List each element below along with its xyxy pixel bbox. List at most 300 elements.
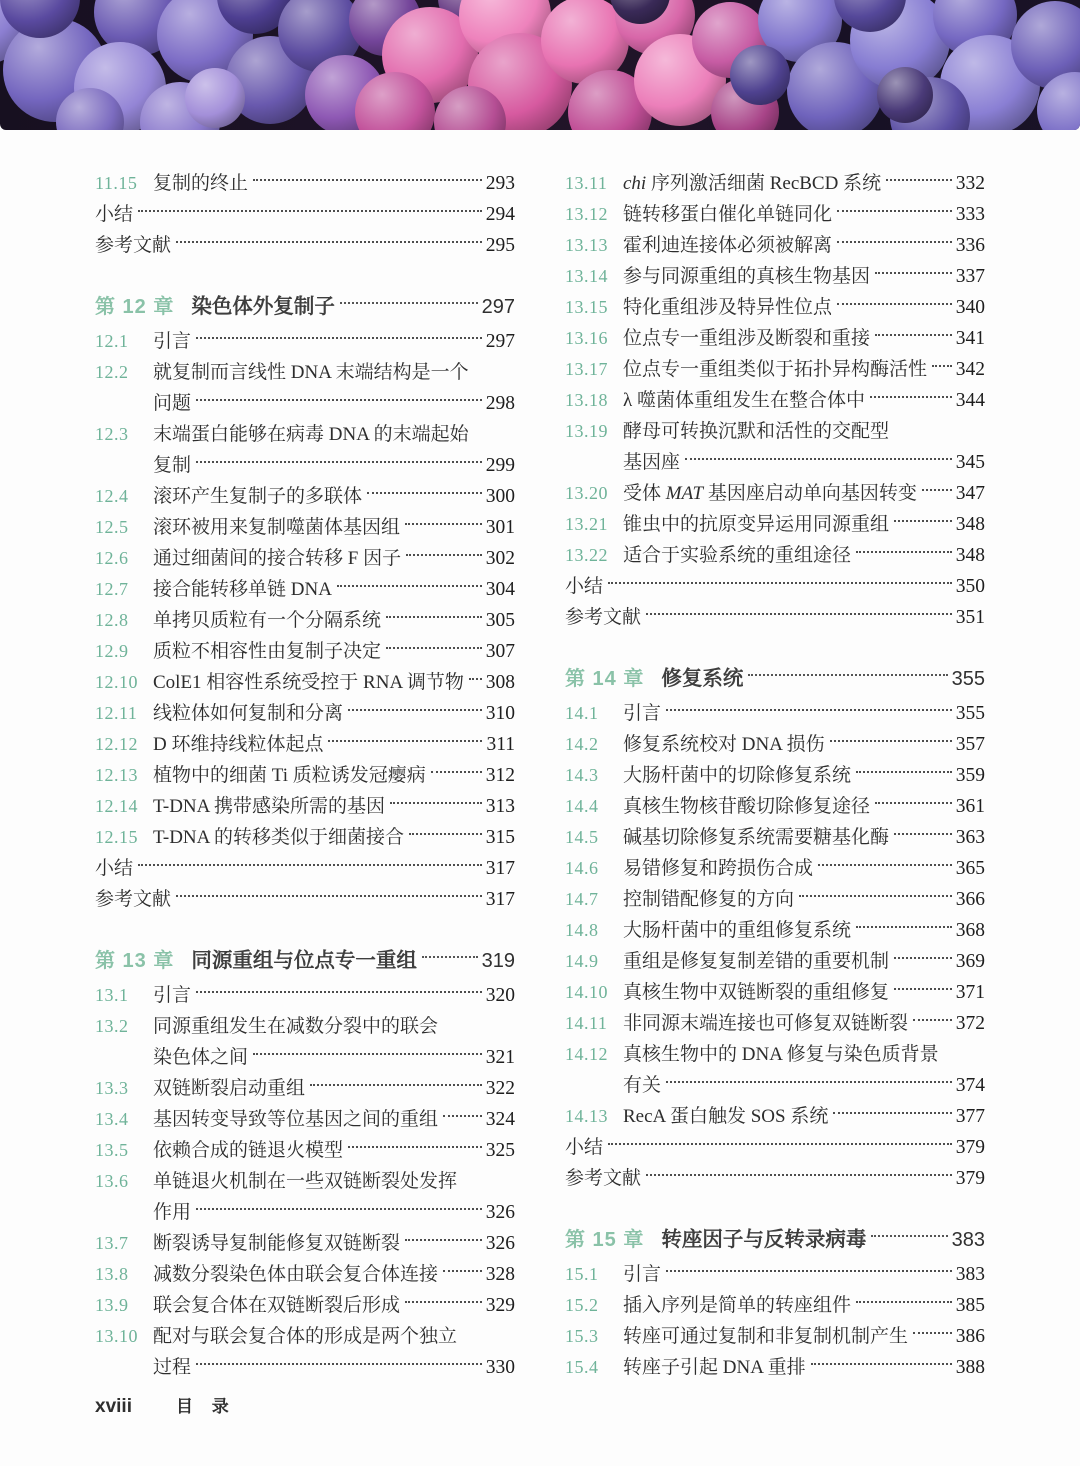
section-number: 15.2 bbox=[565, 1295, 599, 1315]
entry-line bbox=[95, 357, 515, 388]
summary-entry bbox=[565, 571, 985, 602]
dot-leader bbox=[390, 802, 482, 804]
entry-line bbox=[565, 292, 985, 323]
molecule-sphere bbox=[730, 45, 790, 105]
section-title-continued: 基因座 bbox=[623, 452, 681, 473]
section-number: 13.18 bbox=[565, 390, 608, 410]
section-title: 大肠杆菌中的切除修复系统 bbox=[623, 765, 852, 786]
section-entry bbox=[565, 261, 985, 292]
page-footer bbox=[95, 1392, 236, 1418]
chapter-label: 第 15 章 bbox=[565, 1229, 645, 1251]
dot-leader bbox=[837, 210, 952, 212]
dot-leader bbox=[875, 334, 952, 336]
dot-leader bbox=[932, 365, 952, 367]
section-entry bbox=[95, 512, 515, 543]
section-entry bbox=[565, 509, 985, 540]
page-number: 368 bbox=[955, 920, 985, 941]
page-number: 326 bbox=[485, 1233, 515, 1254]
chapter-title: 修复系统 bbox=[661, 667, 744, 690]
entry-line bbox=[95, 1259, 515, 1290]
dot-leader bbox=[386, 647, 482, 649]
page-number: 377 bbox=[955, 1106, 985, 1127]
section-entry bbox=[565, 1259, 985, 1290]
page-number: 372 bbox=[955, 1013, 985, 1034]
section-title: 锥虫中的抗原变异运用同源重组 bbox=[623, 514, 890, 535]
page-number: 385 bbox=[955, 1295, 985, 1316]
section-title: λ 噬菌体重组发生在整合体中 bbox=[623, 390, 865, 411]
entry-line bbox=[95, 980, 515, 1011]
chapter-label: 第 14 章 bbox=[565, 668, 645, 690]
entry-line bbox=[565, 199, 985, 230]
page-number: 348 bbox=[955, 514, 985, 535]
section-entry bbox=[95, 1135, 515, 1166]
chapter-entry bbox=[565, 1221, 985, 1259]
section-title: 参考文献 bbox=[565, 1168, 642, 1189]
section-entry bbox=[565, 1321, 985, 1352]
dot-leader bbox=[405, 523, 482, 525]
section-number: 13.22 bbox=[565, 545, 608, 565]
page-number: 379 bbox=[955, 1168, 985, 1189]
chapter-entry bbox=[95, 942, 515, 980]
section-title: 复制的终止 bbox=[153, 173, 249, 194]
dot-leader bbox=[646, 1174, 952, 1176]
toc-right-column bbox=[565, 168, 985, 1383]
entry-line bbox=[565, 1132, 985, 1163]
section-entry bbox=[95, 1073, 515, 1104]
entry-line-continued bbox=[565, 447, 985, 478]
section-title: 小结 bbox=[565, 1137, 604, 1158]
section-number: 13.17 bbox=[565, 359, 608, 379]
entry-line bbox=[95, 230, 515, 261]
dot-leader bbox=[922, 489, 952, 491]
section-title: 接合能转移单链 DNA bbox=[153, 579, 332, 600]
table-of-contents bbox=[95, 168, 985, 1383]
section-entry bbox=[95, 1104, 515, 1135]
section-title: 减数分裂染色体由联会复合体连接 bbox=[153, 1264, 439, 1285]
page-number: 321 bbox=[485, 1047, 515, 1068]
section-entry bbox=[565, 760, 985, 791]
section-number: 13.10 bbox=[95, 1326, 138, 1346]
section-entry bbox=[565, 946, 985, 977]
entry-line bbox=[95, 574, 515, 605]
section-entry bbox=[95, 1228, 515, 1259]
page-number: 293 bbox=[485, 173, 515, 194]
page-number: 374 bbox=[955, 1075, 985, 1096]
chapter-entry bbox=[95, 288, 515, 326]
section-title: 真核生物核苷酸切除修复途径 bbox=[623, 796, 871, 817]
section-number: 12.5 bbox=[95, 517, 129, 537]
entry-line bbox=[95, 884, 515, 915]
section-number: 12.6 bbox=[95, 548, 129, 568]
entry-line bbox=[95, 1104, 515, 1135]
section-entry bbox=[95, 574, 515, 605]
dot-leader bbox=[608, 582, 952, 584]
page-number: 359 bbox=[955, 765, 985, 786]
entry-line bbox=[95, 419, 515, 450]
section-title: 参考文献 bbox=[95, 889, 172, 910]
page-number: 348 bbox=[955, 545, 985, 566]
section-title-continued: 作用 bbox=[153, 1202, 192, 1223]
section-number: 12.4 bbox=[95, 486, 129, 506]
section-number: 13.16 bbox=[565, 328, 608, 348]
section-title: 受体 MAT 基因座启动单向基因转变 bbox=[623, 483, 917, 504]
entry-line bbox=[565, 822, 985, 853]
dot-leader bbox=[894, 957, 952, 959]
section-number: 13.12 bbox=[565, 204, 608, 224]
section-title: 末端蛋白能够在病毒 DNA 的末端起始 bbox=[153, 424, 469, 445]
section-entry bbox=[565, 230, 985, 261]
entry-line bbox=[565, 729, 985, 760]
page-number: 388 bbox=[955, 1357, 985, 1378]
entry-line bbox=[95, 168, 515, 199]
section-number: 12.12 bbox=[95, 734, 138, 754]
page-number: 299 bbox=[485, 455, 515, 476]
dot-leader bbox=[837, 241, 952, 243]
dot-leader bbox=[875, 272, 952, 274]
page-number: 297 bbox=[485, 331, 515, 352]
dot-leader bbox=[138, 210, 482, 212]
section-number: 13.3 bbox=[95, 1078, 129, 1098]
section-entry bbox=[565, 977, 985, 1008]
entry-line bbox=[565, 416, 985, 447]
section-number: 15.4 bbox=[565, 1357, 599, 1377]
entry-line bbox=[565, 853, 985, 884]
section-entry bbox=[565, 478, 985, 509]
section-entry bbox=[95, 1011, 515, 1073]
section-title: 小结 bbox=[565, 576, 604, 597]
dot-leader bbox=[405, 1301, 482, 1303]
summary-entry bbox=[565, 602, 985, 633]
section-entry bbox=[95, 168, 515, 199]
page-number: 315 bbox=[485, 827, 515, 848]
section-entry bbox=[565, 168, 985, 199]
dot-leader bbox=[856, 926, 952, 928]
page-number: 317 bbox=[485, 889, 515, 910]
dot-leader bbox=[431, 771, 482, 773]
entry-line-continued bbox=[95, 1352, 515, 1383]
dot-leader bbox=[856, 551, 952, 553]
page-number: 302 bbox=[485, 548, 515, 569]
section-title-continued: 问题 bbox=[153, 393, 192, 414]
section-title: 配对与联会复合体的形成是两个独立 bbox=[153, 1326, 458, 1347]
section-entry bbox=[565, 540, 985, 571]
chapter-page-number: 383 bbox=[951, 1229, 985, 1251]
page-number: 300 bbox=[485, 486, 515, 507]
entry-line bbox=[565, 1290, 985, 1321]
dot-leader bbox=[310, 1084, 482, 1086]
section-number: 15.1 bbox=[565, 1264, 599, 1284]
toc-left-column bbox=[95, 168, 515, 1383]
page-number: 357 bbox=[955, 734, 985, 755]
section-entry bbox=[95, 729, 515, 760]
dot-leader bbox=[406, 554, 482, 556]
entry-line bbox=[95, 1166, 515, 1197]
section-number: 12.9 bbox=[95, 641, 129, 661]
section-title: 转座子引起 DNA 重排 bbox=[623, 1357, 806, 1378]
page-number: 295 bbox=[485, 235, 515, 256]
section-number: 12.15 bbox=[95, 827, 138, 847]
section-number: 13.1 bbox=[95, 985, 129, 1005]
section-entry bbox=[565, 698, 985, 729]
section-title: 植物中的细菌 Ti 质粒诱发冠瘿病 bbox=[153, 765, 426, 786]
section-entry bbox=[565, 1290, 985, 1321]
section-entry bbox=[95, 1259, 515, 1290]
entry-line bbox=[565, 571, 985, 602]
entry-line bbox=[565, 540, 985, 571]
page-number: 322 bbox=[485, 1078, 515, 1099]
summary-entry bbox=[95, 853, 515, 884]
entry-line bbox=[565, 1352, 985, 1383]
page-number: 294 bbox=[485, 204, 515, 225]
page-number: 366 bbox=[955, 889, 985, 910]
section-number: 13.9 bbox=[95, 1295, 129, 1315]
dot-leader bbox=[830, 740, 952, 742]
entry-line bbox=[565, 509, 985, 540]
page-number: 332 bbox=[955, 173, 985, 194]
entry-line bbox=[565, 915, 985, 946]
section-title: 非同源末端连接也可修复双链断裂 bbox=[623, 1013, 909, 1034]
section-title: 链转移蛋白催化单链同化 bbox=[623, 204, 833, 225]
section-number: 13.6 bbox=[95, 1171, 129, 1191]
chapter-entry bbox=[565, 660, 985, 698]
entry-line bbox=[95, 853, 515, 884]
entry-line bbox=[565, 1321, 985, 1352]
page-number: 350 bbox=[955, 576, 985, 597]
entry-line-continued bbox=[95, 450, 515, 481]
section-number: 12.7 bbox=[95, 579, 129, 599]
dot-leader bbox=[894, 988, 952, 990]
section-number: 11.15 bbox=[95, 173, 138, 193]
section-title: 大肠杆菌中的重组修复系统 bbox=[623, 920, 852, 941]
chapter-label: 第 12 章 bbox=[95, 296, 175, 318]
entry-line bbox=[565, 478, 985, 509]
section-number: 13.4 bbox=[95, 1109, 129, 1129]
page-number: 369 bbox=[955, 951, 985, 972]
entry-line bbox=[95, 667, 515, 698]
entry-line bbox=[565, 230, 985, 261]
section-title: 引言 bbox=[153, 331, 192, 352]
page-number: 304 bbox=[485, 579, 515, 600]
entry-line bbox=[565, 1039, 985, 1070]
section-number: 14.8 bbox=[565, 920, 599, 940]
dot-leader bbox=[386, 616, 482, 618]
section-title: 霍利迪连接体必须被解离 bbox=[623, 235, 833, 256]
section-entry bbox=[565, 323, 985, 354]
section-entry bbox=[95, 791, 515, 822]
section-title: 单链退火机制在一些双链断裂处发挥 bbox=[153, 1171, 458, 1192]
dot-leader bbox=[253, 179, 482, 181]
footer-section-label: 目 录 bbox=[175, 1397, 236, 1416]
section-title: 适合于实验系统的重组途径 bbox=[623, 545, 852, 566]
chapter-line bbox=[95, 288, 515, 326]
dot-leader bbox=[666, 1081, 952, 1083]
section-number: 12.11 bbox=[95, 703, 138, 723]
chapter-line bbox=[565, 1221, 985, 1259]
section-number: 13.11 bbox=[565, 173, 608, 193]
dot-leader bbox=[328, 740, 482, 742]
dot-leader bbox=[856, 771, 952, 773]
section-number: 13.19 bbox=[565, 421, 608, 441]
section-number: 13.20 bbox=[565, 483, 608, 503]
entry-line bbox=[565, 791, 985, 822]
page-number: 326 bbox=[485, 1202, 515, 1223]
summary-entry bbox=[565, 1132, 985, 1163]
entry-line bbox=[95, 822, 515, 853]
section-number: 13.21 bbox=[565, 514, 608, 534]
page-number: 341 bbox=[955, 328, 985, 349]
dot-leader bbox=[646, 613, 952, 615]
entry-line bbox=[95, 729, 515, 760]
entry-line bbox=[565, 884, 985, 915]
section-number: 12.3 bbox=[95, 424, 129, 444]
section-title: 引言 bbox=[623, 703, 662, 724]
section-entry bbox=[95, 760, 515, 791]
section-entry bbox=[95, 667, 515, 698]
chapter-label: 第 13 章 bbox=[95, 950, 175, 972]
dot-leader bbox=[253, 1053, 482, 1055]
dot-leader bbox=[811, 1363, 952, 1365]
header-molecule-image bbox=[0, 0, 1080, 130]
entry-line-continued bbox=[95, 1197, 515, 1228]
page-number: 347 bbox=[955, 483, 985, 504]
dot-leader bbox=[196, 1363, 482, 1365]
section-number: 14.3 bbox=[565, 765, 599, 785]
section-title: 参考文献 bbox=[95, 235, 172, 256]
section-title: 真核生物中的 DNA 修复与染色质背景 bbox=[623, 1044, 939, 1065]
section-title: 酵母可转换沉默和活性的交配型 bbox=[623, 421, 890, 442]
page-number: 324 bbox=[485, 1109, 515, 1130]
section-entry bbox=[95, 357, 515, 419]
entry-line bbox=[95, 760, 515, 791]
dot-leader bbox=[469, 678, 482, 680]
section-entry bbox=[565, 1039, 985, 1101]
dot-leader bbox=[422, 956, 478, 958]
page-number: 308 bbox=[485, 672, 515, 693]
folio-page-number: xviii bbox=[95, 1396, 132, 1417]
section-number: 14.9 bbox=[565, 951, 599, 971]
section-title: 质粒不相容性由复制子决定 bbox=[153, 641, 382, 662]
page-number: 333 bbox=[955, 204, 985, 225]
section-number: 13.15 bbox=[565, 297, 608, 317]
entry-line-continued bbox=[95, 388, 515, 419]
section-entry bbox=[95, 822, 515, 853]
summary-entry bbox=[95, 230, 515, 261]
entry-line bbox=[95, 1321, 515, 1352]
page-number: 311 bbox=[486, 734, 515, 755]
section-title-continued: 有关 bbox=[623, 1075, 662, 1096]
dot-leader bbox=[799, 895, 952, 897]
page-number: 317 bbox=[485, 858, 515, 879]
section-entry bbox=[565, 1352, 985, 1383]
section-title: ColE1 相容性系统受控于 RNA 调节物 bbox=[153, 672, 464, 693]
chapter-line bbox=[95, 942, 515, 980]
section-number: 12.10 bbox=[95, 672, 138, 692]
entry-line bbox=[565, 261, 985, 292]
section-number: 12.2 bbox=[95, 362, 129, 382]
section-title: D 环维持线粒体起点 bbox=[153, 734, 324, 755]
page-number: 371 bbox=[955, 982, 985, 1003]
dot-leader bbox=[138, 864, 482, 866]
dot-leader bbox=[340, 302, 478, 304]
dot-leader bbox=[348, 1146, 482, 1148]
dot-leader bbox=[196, 461, 482, 463]
dot-leader bbox=[913, 1019, 952, 1021]
entry-line bbox=[565, 698, 985, 729]
section-title: T-DNA 的转移类似于细菌接合 bbox=[153, 827, 405, 848]
section-number: 14.11 bbox=[565, 1013, 608, 1033]
entry-line bbox=[565, 977, 985, 1008]
page-number: 313 bbox=[485, 796, 515, 817]
section-title: 特化重组涉及特异性位点 bbox=[623, 297, 833, 318]
section-title: RecA 蛋白触发 SOS 系统 bbox=[623, 1106, 829, 1127]
page-number: 379 bbox=[955, 1137, 985, 1158]
dot-leader bbox=[348, 709, 482, 711]
entry-line bbox=[95, 481, 515, 512]
molecule-sphere bbox=[185, 68, 245, 128]
section-title: 小结 bbox=[95, 858, 134, 879]
section-entry bbox=[95, 419, 515, 481]
chapter-page-number: 319 bbox=[481, 950, 515, 972]
section-entry bbox=[565, 884, 985, 915]
section-title: 修复系统校对 DNA 损伤 bbox=[623, 734, 825, 755]
section-title-continued: 过程 bbox=[153, 1357, 192, 1378]
entry-line bbox=[565, 323, 985, 354]
dot-leader bbox=[875, 802, 952, 804]
section-title: 转座可通过复制和非复制机制产生 bbox=[623, 1326, 909, 1347]
section-title: 位点专一重组涉及断裂和重接 bbox=[623, 328, 871, 349]
section-title: 通过细菌间的接合转移 F 因子 bbox=[153, 548, 402, 569]
dot-leader bbox=[443, 1270, 482, 1272]
entry-line bbox=[95, 1290, 515, 1321]
page-number: 328 bbox=[485, 1264, 515, 1285]
dot-leader bbox=[337, 585, 482, 587]
dot-leader bbox=[894, 833, 952, 835]
section-title: 重组是修复复制差错的重要机制 bbox=[623, 951, 890, 972]
page-number: 330 bbox=[485, 1357, 515, 1378]
section-entry bbox=[565, 354, 985, 385]
chapter-page-number: 355 bbox=[951, 668, 985, 690]
entry-line bbox=[95, 605, 515, 636]
entry-line bbox=[95, 1228, 515, 1259]
entry-line bbox=[95, 791, 515, 822]
section-title: 引言 bbox=[153, 985, 192, 1006]
section-entry bbox=[95, 543, 515, 574]
chapter-title: 染色体外复制子 bbox=[191, 295, 335, 318]
page-number: 337 bbox=[955, 266, 985, 287]
dot-leader bbox=[837, 303, 952, 305]
entry-line bbox=[565, 1259, 985, 1290]
section-entry bbox=[565, 822, 985, 853]
page-number: 307 bbox=[485, 641, 515, 662]
section-number: 14.7 bbox=[565, 889, 599, 909]
section-entry bbox=[95, 1290, 515, 1321]
section-title: 同源重组发生在减数分裂中的联会 bbox=[153, 1016, 439, 1037]
dot-leader bbox=[176, 895, 482, 897]
entry-line bbox=[95, 1073, 515, 1104]
section-entry bbox=[565, 1101, 985, 1132]
section-entry bbox=[95, 481, 515, 512]
section-number: 14.10 bbox=[565, 982, 608, 1002]
dot-leader bbox=[443, 1115, 482, 1117]
section-number: 14.1 bbox=[565, 703, 599, 723]
dot-leader bbox=[833, 1112, 951, 1114]
section-title: 就复制而言线性 DNA 末端结构是一个 bbox=[153, 362, 469, 383]
entry-line bbox=[95, 326, 515, 357]
section-number: 14.6 bbox=[565, 858, 599, 878]
section-title: 线粒体如何复制和分离 bbox=[153, 703, 344, 724]
page-number: 355 bbox=[955, 703, 985, 724]
summary-entry bbox=[95, 199, 515, 230]
